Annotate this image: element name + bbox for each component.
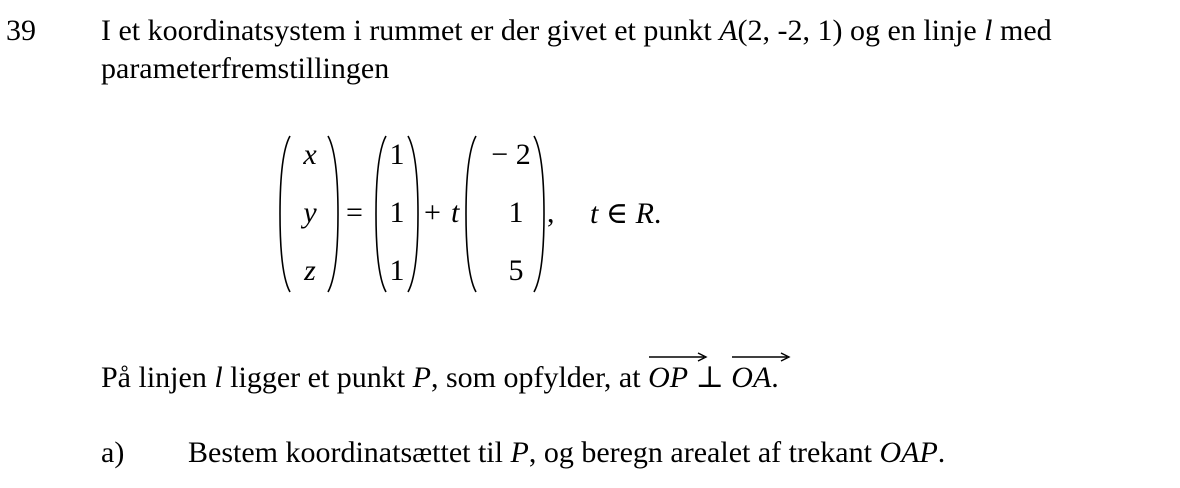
intro-text-part-3: med	[992, 14, 1052, 47]
direction-y: 1	[508, 196, 524, 229]
parameter-t: t	[451, 196, 460, 229]
vector-op-label: OP	[648, 361, 689, 394]
equation-period: .	[653, 197, 662, 230]
left-paren-direction	[464, 134, 478, 294]
subquestion-a-part-2: , og beregn arealet af trekant	[528, 436, 880, 469]
point-z: 1	[389, 254, 405, 287]
condition-period: .	[771, 361, 779, 394]
subquestion-a-label: a)	[101, 436, 125, 469]
line-l-name: l	[984, 14, 993, 47]
condition-point-name: P	[412, 361, 431, 394]
subquestion-a-point-name: P	[510, 436, 529, 469]
intro-text-part-1: I et koordinatsystem i rummet er der givet et punkt	[101, 14, 720, 47]
perpendicular-symbol: ⊥	[695, 361, 724, 394]
vector-arrow-icon	[731, 351, 791, 363]
intro-text-line-2: parameterfremstillingen	[101, 52, 390, 85]
plus-sign: +	[424, 196, 441, 229]
point-y: 1	[389, 196, 405, 229]
direction-z: 5	[508, 254, 524, 287]
equals-sign: =	[346, 196, 363, 229]
condition-line-name: l	[214, 361, 223, 394]
domain-set: R	[635, 197, 654, 230]
condition-text	[101, 360, 779, 395]
lhs-x: x	[303, 138, 317, 171]
right-paren-lhs	[326, 134, 340, 294]
right-paren-point	[406, 134, 420, 294]
equation-comma: ,	[547, 196, 555, 229]
point-x: 1	[389, 138, 405, 171]
subquestion-a-period: .	[937, 436, 946, 469]
subquestion-a-part-1: Bestem koordinatsættet til	[188, 436, 511, 469]
lhs-z: z	[304, 254, 316, 287]
direction-x: − 2	[491, 138, 531, 171]
vector-oa-label: OA	[731, 361, 772, 394]
subquestion-a-text	[188, 436, 945, 470]
parametric-equation	[270, 128, 690, 303]
problem-number: 39	[6, 14, 36, 47]
condition-part-3: , som opfylder, at	[430, 361, 649, 394]
condition-part-2: ligger et punkt	[222, 361, 413, 394]
intro-text-line-1	[101, 14, 1052, 48]
point-a-name: A	[719, 14, 738, 47]
point-a-coordinates: (2, -2, 1)	[737, 14, 843, 47]
vector-oa	[731, 361, 771, 395]
vector-arrow-icon	[648, 351, 708, 363]
right-paren-direction	[532, 134, 546, 294]
condition-part-1: På linjen	[101, 361, 215, 394]
domain-variable: t	[590, 197, 599, 230]
lhs-y: y	[303, 196, 317, 229]
subquestion-a-triangle: OAP	[879, 436, 938, 469]
intro-text-part-2: og en linje	[842, 14, 985, 47]
element-of-symbol: ∈	[605, 197, 629, 230]
parameter-domain	[590, 196, 661, 231]
vector-op	[648, 361, 688, 395]
